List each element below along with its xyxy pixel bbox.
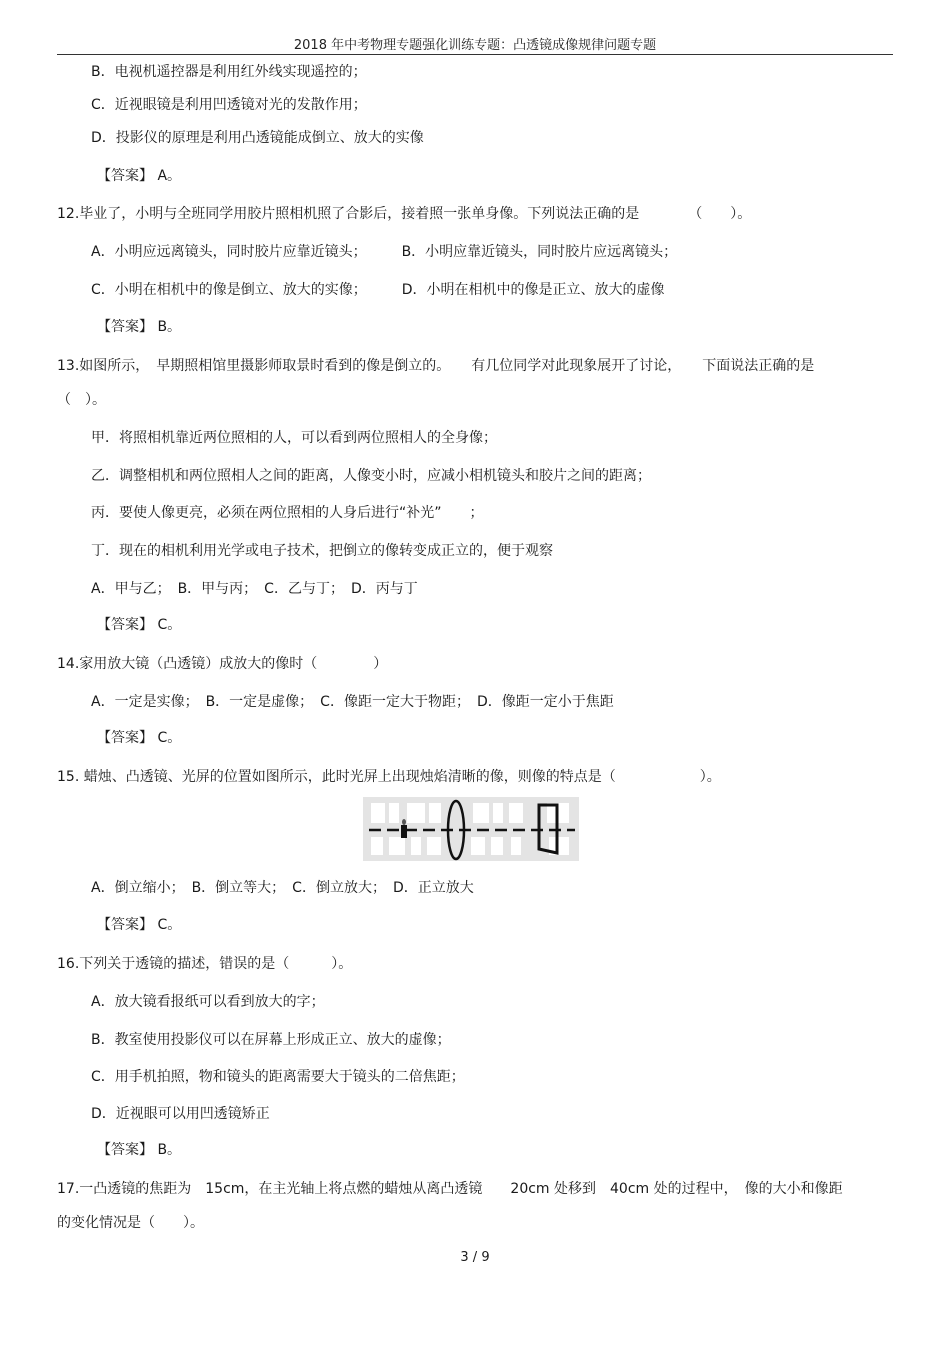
q16-option-a: A．放大镜看报纸可以看到放大的字；: [91, 994, 325, 1010]
q11-option-b: B．电视机遥控器是利用红外线实现遥控的；: [91, 64, 367, 80]
page-header: 2018 年中考物理专题强化训练专题：凸透镜成像规律问题专题: [293, 38, 657, 53]
q13-statement-ding: 丁．现在的相机利用光学或电子技术，把倒立的像转变成正立的，便于观察: [91, 543, 553, 559]
q14-answer: 【答案】 C。: [97, 730, 182, 746]
q13-stem-line2: （ ）。: [57, 392, 106, 408]
q16-option-d: D．近视眼可以用凹透镜矫正: [91, 1106, 270, 1122]
q11-option-d: D．投影仪的原理是利用凸透镜能成倒立、放大的实像: [91, 130, 424, 146]
q16-answer: 【答案】 B。: [97, 1142, 182, 1158]
q17-stem-line1: 17.一凸透镜的焦距为 15cm，在主光轴上将点燃的蜡烛从离凸透镜 20cm 处移到 40cm 处的过程中， 像的大小和像距: [57, 1181, 843, 1197]
q15-stem: 15. 蜡烛、凸透镜、光屏的位置如图所示，此时光屏上出现烛焰清晰的像，则像的特点是（ ）。: [57, 769, 721, 785]
q17-stem-line2: 的变化情况是（ ）。: [57, 1215, 204, 1231]
q13-statement-bing: 丙．要使人像更亮，必须在两位照相的人身后进行“补光” ；: [91, 505, 484, 521]
q15-options: A．倒立缩小； B．倒立等大； C．倒立放大； D．正立放大: [91, 880, 474, 896]
page-number: 3 / 9: [460, 1250, 490, 1265]
q16-stem: 16.下列关于透镜的描述，错误的是（ ）。: [57, 956, 353, 972]
candle-lens-screen-figure: [363, 797, 579, 861]
q12-options-cd: C．小明在相机中的像是倒立、放大的实像； D．小明在相机中的像是正立、放大的虚像: [91, 282, 665, 298]
q13-statement-jia: 甲．将照相机靠近两位照相的人，可以看到两位照相人的全身像；: [91, 430, 497, 446]
q12-answer: 【答案】 B。: [97, 319, 182, 335]
q14-stem: 14.家用放大镜（凸透镜）成放大的像时（ ）: [57, 656, 388, 672]
q16-option-c: C．用手机拍照，物和镜头的距离需要大于镜头的二倍焦距；: [91, 1069, 465, 1085]
q14-options: A．一定是实像； B．一定是虚像； C．像距一定大于物距； D．像距一定小于焦距: [91, 694, 614, 710]
q13-options: A．甲与乙； B．甲与丙； C．乙与丁； D．丙与丁: [91, 581, 418, 597]
q11-option-c: C．近视眼镜是利用凹透镜对光的发散作用；: [91, 97, 367, 113]
q12-stem: 12.毕业了，小明与全班同学用胶片照相机照了合影后，接着照一张单身像。下列说法正确的是 （ ）。: [57, 206, 752, 222]
header-divider: [57, 54, 893, 55]
candle-icon: [401, 825, 407, 838]
q12-options-ab: A．小明应远离镜头，同时胶片应靠近镜头； B．小明应靠近镜头，同时胶片应远离镜头；: [91, 244, 678, 260]
q11-answer: 【答案】 A。: [97, 168, 182, 184]
q13-stem-line1: 13.如图所示， 早期照相馆里摄影师取景时看到的像是倒立的。 有几位同学对此现象展开了讨论， 下面说法正确的是: [57, 358, 815, 374]
q15-answer: 【答案】 C。: [97, 917, 182, 933]
q13-answer: 【答案】 C。: [97, 617, 182, 633]
candle-flame-icon: [402, 819, 406, 825]
q13-statement-yi: 乙．调整相机和两位照相人之间的距离，人像变小时，应减小相机镜头和胶片之间的距离；: [91, 468, 651, 484]
q16-option-b: B．教室使用投影仪可以在屏幕上形成正立、放大的虚像；: [91, 1032, 451, 1048]
